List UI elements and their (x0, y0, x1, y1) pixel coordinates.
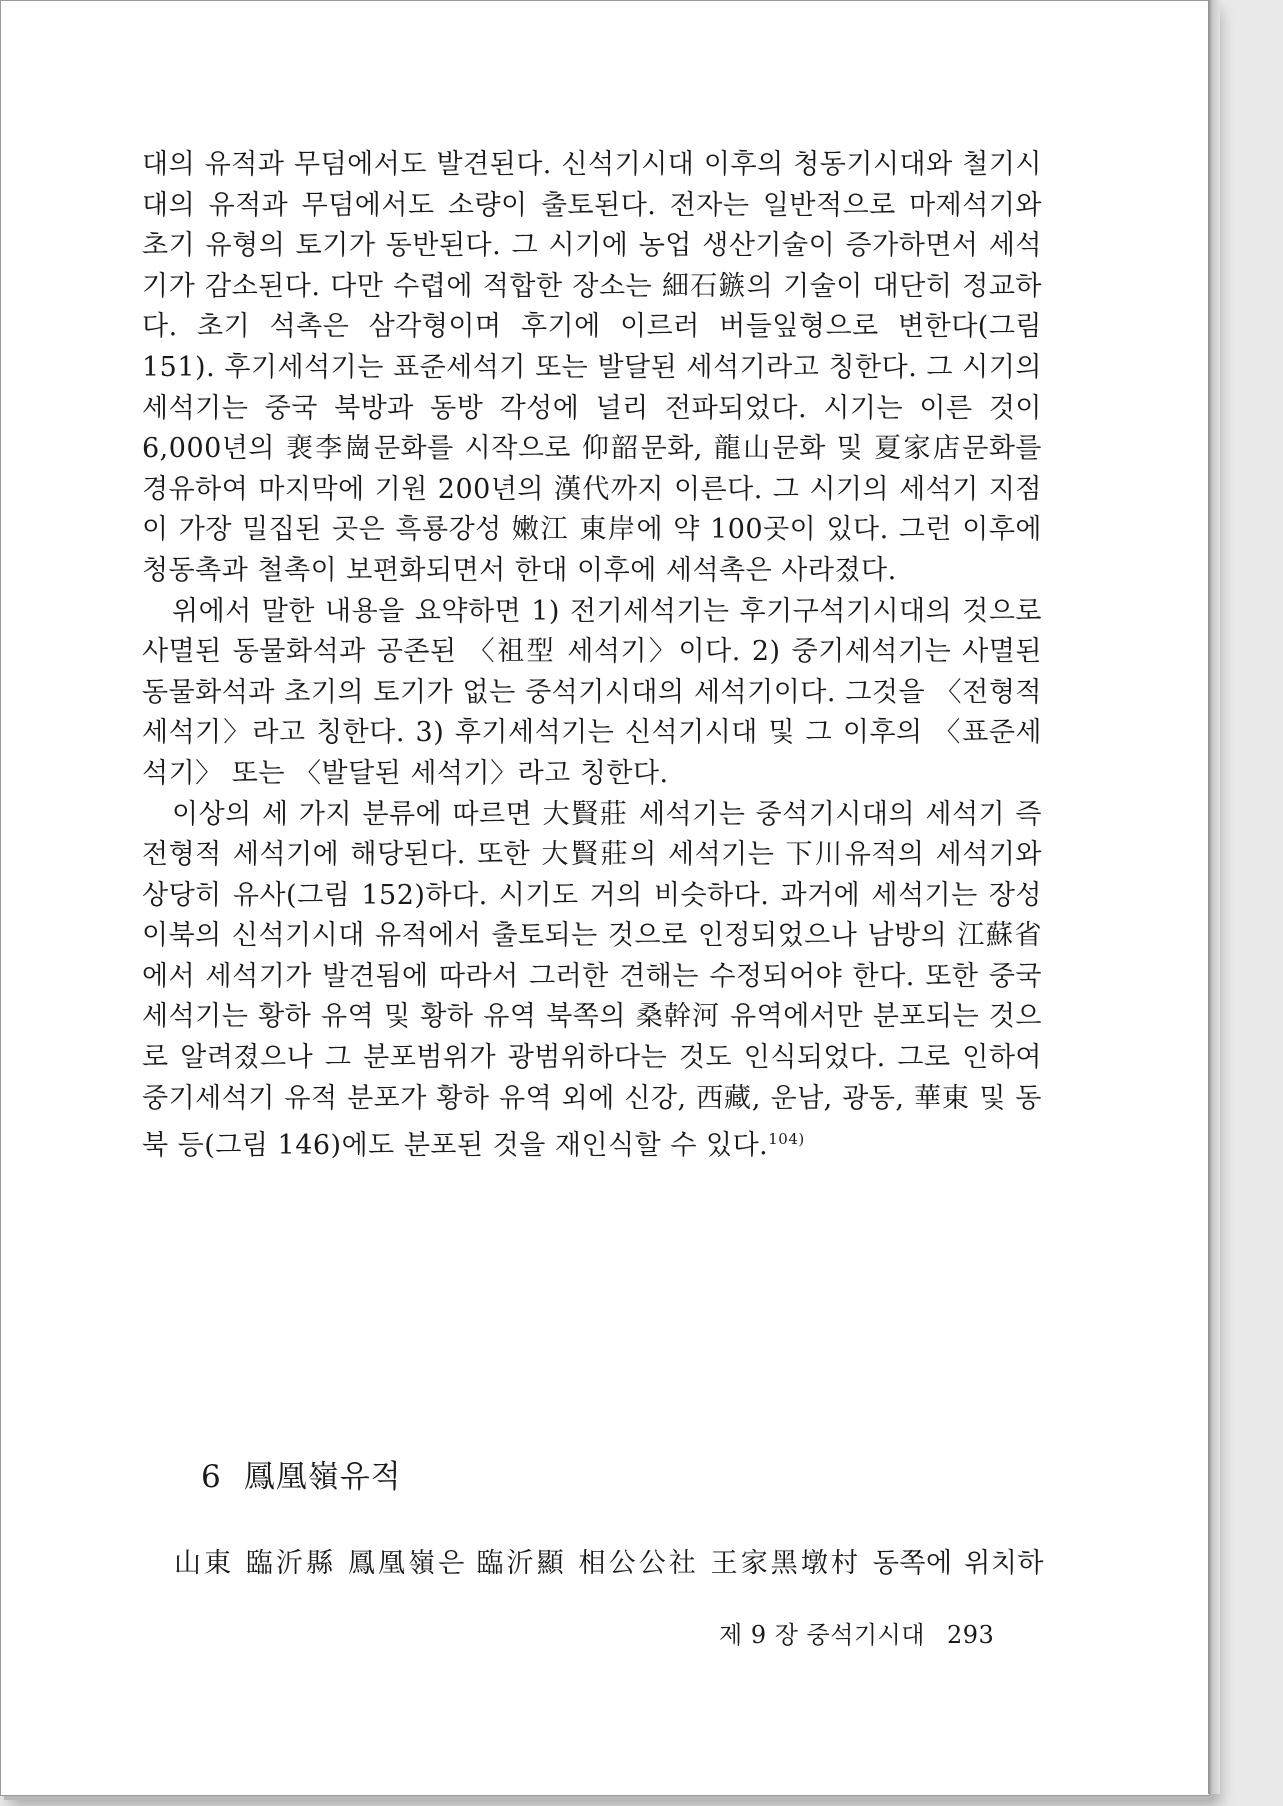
section-first-line: 山東 臨沂縣 鳳凰嶺은 臨沂顯 相公公社 王家黑墩村 동쪽에 위치하 (174, 1548, 1044, 1579)
chapter-label: 제 9 장 중석기시대 (719, 1621, 925, 1649)
body-text (142, 145, 1042, 1167)
section-number: 6 (201, 1459, 222, 1495)
section-heading (201, 1451, 402, 1496)
footnote-reference: 104) (768, 1130, 805, 1149)
paragraph-3 (142, 795, 1042, 1167)
paragraph-2: 위에서 말한 내용을 요약하면 1) 전기세석기는 후기구석기시대의 것으로 사멸된 동물화석과 공존된 〈祖型 세석기〉이다. 2) 중기세석기는 사멸된 동물화석과 초기의 토기가 없는 중석기시대의 세석기이다. 그것을 〈전형적 세석기〉라고 칭한다. 3) 후기세석기는 신석기시대 및 그 이후의 〈표준세석기〉 또는 〈발달된 세석기〉라고 칭한다. (142, 595, 1042, 789)
paragraph-1: 대의 유적과 무덤에서도 발견된다. 신석기시대 이후의 청동기시대와 철기시대의 유적과 무덤에서도 소량이 출토된다. 전자는 일반적으로 마제석기와 초기 유형의 토기가 동반된다. 그 시기에 농업 생산기술이 증가하면서 세석기가 감소된다. 다만 수렵에 적합한 장소는 細石鏃의 기술이 대단히 정교하다. 초기 석촉은 삼각형이며 후기에 이르러 버들잎형으로 변한다(그림 151). 후기세석기는 표준세석기 또는 발달된 세석기라고 칭한다. 그 시기의 세석기는 중국 북방과 동방 각성에 널리 전파되었다. 시기는 이른 것이 6,000년의 裵李崗문화를 시작으로 仰韶문화, 龍山문화 및 夏家店문화를 경유하여 마지막에 기원 200년의 漢代까지 이른다. 그 시기의 세석기 지점이 가장 밀집된 곳은 흑룡강성 嫩江 東岸에 약 100곳이 있다. 그런 이후에 청동촉과 철촉이 보편화되면서 한대 이후에 세석촉은 사라졌다. (142, 149, 1042, 586)
section-title: 鳳凰嶺유적 (243, 1459, 402, 1495)
page-binding-edge (1208, 0, 1220, 1794)
page-footer (719, 1615, 994, 1650)
page-number: 293 (946, 1621, 995, 1649)
paragraph-3-text: 이상의 세 가지 분류에 따르면 大賢莊 세석기는 중석기시대의 세석기 즉 전형적 세석기에 해당된다. 또한 大賢莊의 세석기는 下川유적의 세석기와 상당히 유사(그림 152)하다. 시기도 거의 비슷하다. 과거에 세석기는 장성 이북의 신석기시대 유적에서 출토되는 것으로 인정되었으나 남방의 江蘇省에서 세석기가 발견됨에 따라서 그러한 견해는 수정되어야 한다. 또한 중국 세석기는 황하 유역 및 황하 유역 북쪽의 桑幹河 유역에서만 분포되는 것으로 알려졌으나 그 분포범위가 광범위하다는 것도 인식되었다. 그로 인하여 중기세석기 유적 분포가 황하 유역 외에 신강, 西藏, 운남, 광동, 華東 및 동북 등(그림 146)에도 분포된 것을 재인식할 수 있다. (142, 798, 1042, 1162)
